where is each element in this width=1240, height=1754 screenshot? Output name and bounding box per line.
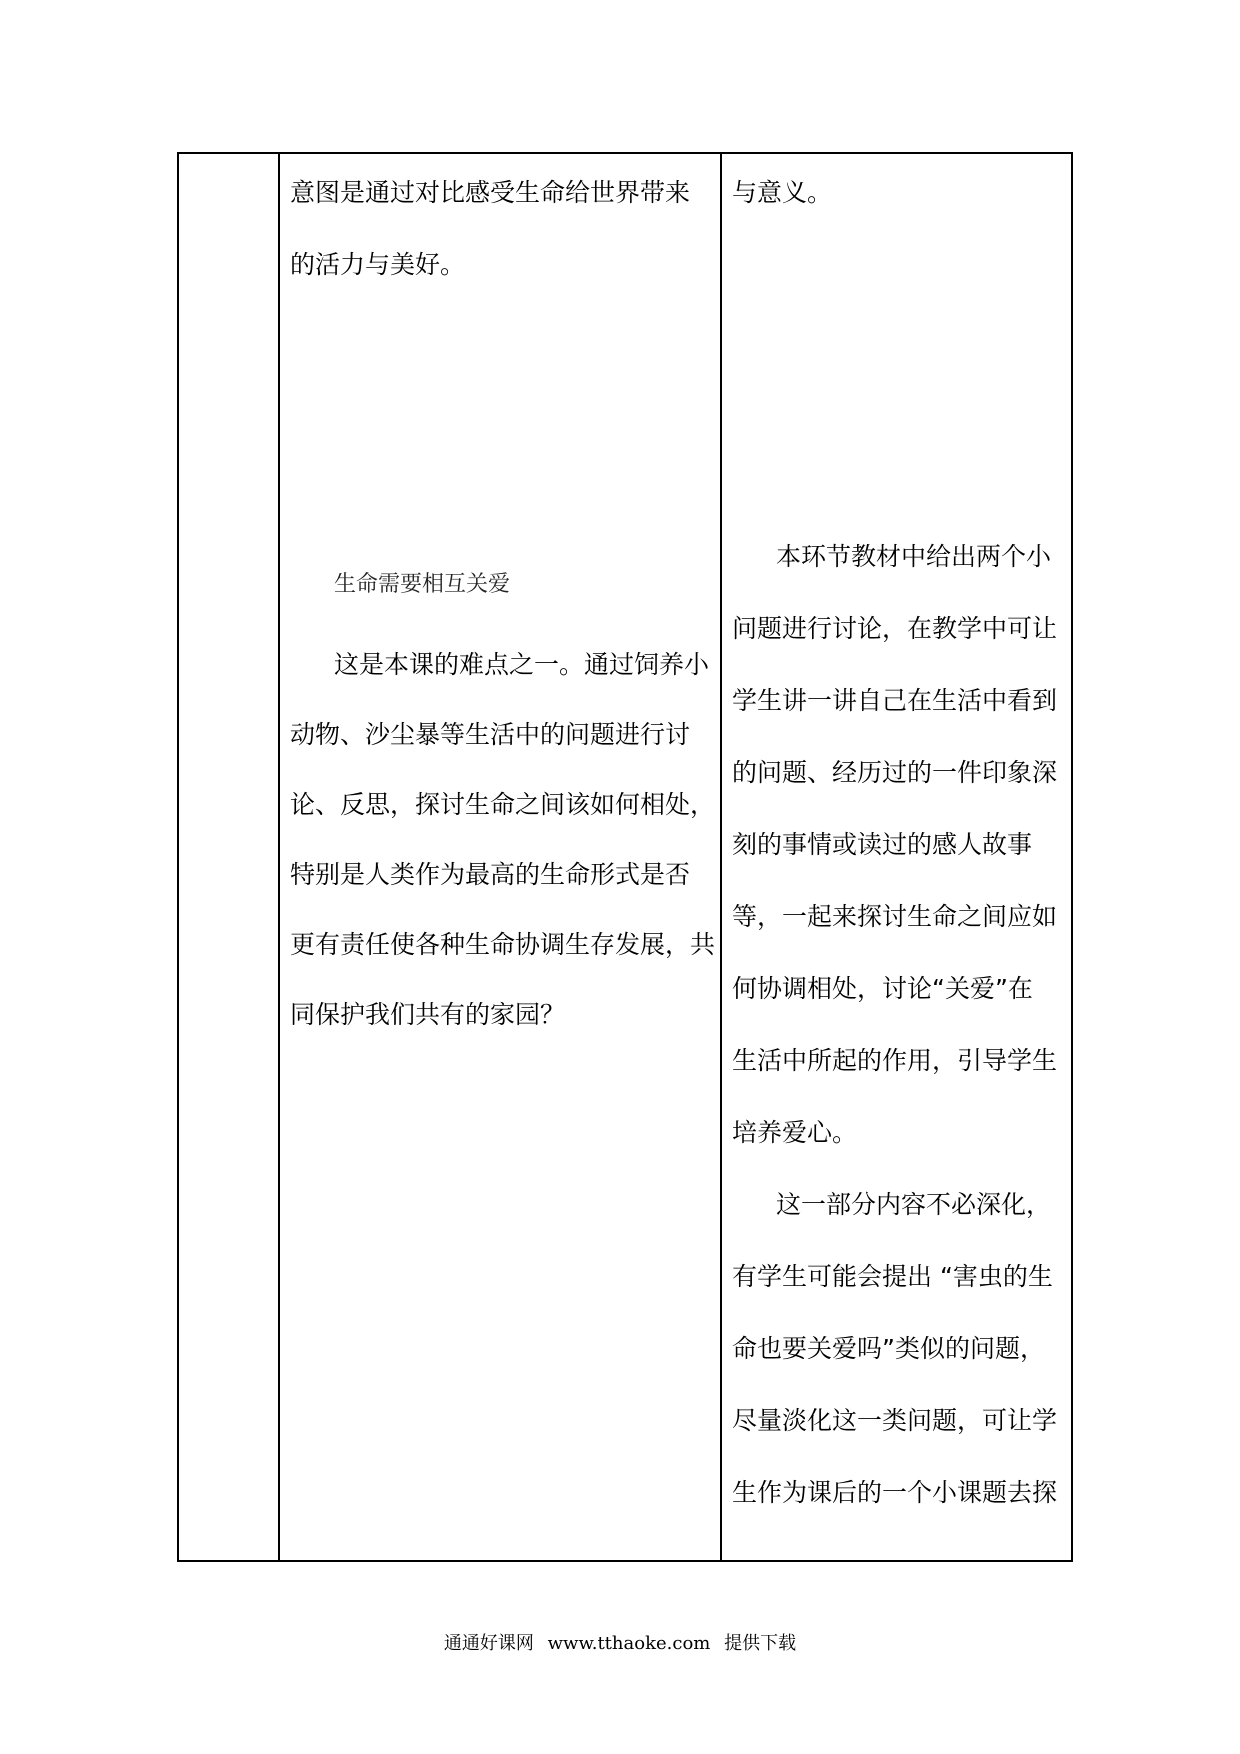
right-text-line: 何协调相处，讨论“关爱”在 [732,974,1033,1003]
footer-url: www.tthaoke.com [547,1633,711,1654]
right-text-line: 这一部分内容不必深化， [776,1190,1052,1219]
page-footer [0,1629,1240,1655]
right-text-line: 学生讲一讲自己在生活中看到 [732,686,1058,715]
section-heading: 生命需要相互关爱 [334,572,511,597]
right-text-line: 本环节教材中给出两个小 [776,542,1052,571]
table-cell-right [722,154,1073,1560]
middle-text-line: 更有责任使各种生命协调生存发展，共 [290,930,716,959]
right-text-line: 等，一起来探讨生命之间应如 [732,902,1058,931]
middle-text-line: 论、反思，探讨生命之间该如何相处， [290,790,716,819]
right-text-line: 刻的事情或读过的感人故事 [732,830,1033,859]
right-text-line: 生活中所起的作用，引导学生 [732,1046,1058,1075]
right-text-line: 与意义。 [732,178,833,207]
middle-text-line: 特别是人类作为最高的生命形式是否 [290,860,691,889]
right-text-line: 问题进行讨论，在教学中可让 [732,614,1058,643]
middle-text-line: 同保护我们共有的家园？ [290,1000,566,1029]
right-text-line: 尽量淡化这一类问题，可让学 [732,1406,1058,1435]
right-text-line: 培养爱心。 [732,1118,858,1147]
right-text-line: 的问题、经历过的一件印象深 [732,758,1058,787]
table-cell-left [179,154,278,1560]
lesson-table [177,152,1073,1562]
middle-text-line: 动物、沙尘暴等生活中的问题进行讨 [290,720,691,749]
middle-text-line: 意图是通过对比感受生命给世界带来 [290,178,691,207]
right-text-line: 生作为课后的一个小课题去探 [732,1478,1058,1507]
footer-suffix: 提供下载 [724,1633,797,1654]
table-cell-middle [280,154,720,1560]
footer-site-name: 通通好课网 [443,1633,534,1654]
middle-text-line: 这是本课的难点之一。通过饲养小 [334,650,710,679]
middle-text-line: 的活力与美好。 [290,250,466,279]
right-text-line: 有学生可能会提出 “害虫的生 [732,1262,1053,1291]
right-text-line: 命也要关爱吗”类似的问题， [732,1334,1045,1363]
